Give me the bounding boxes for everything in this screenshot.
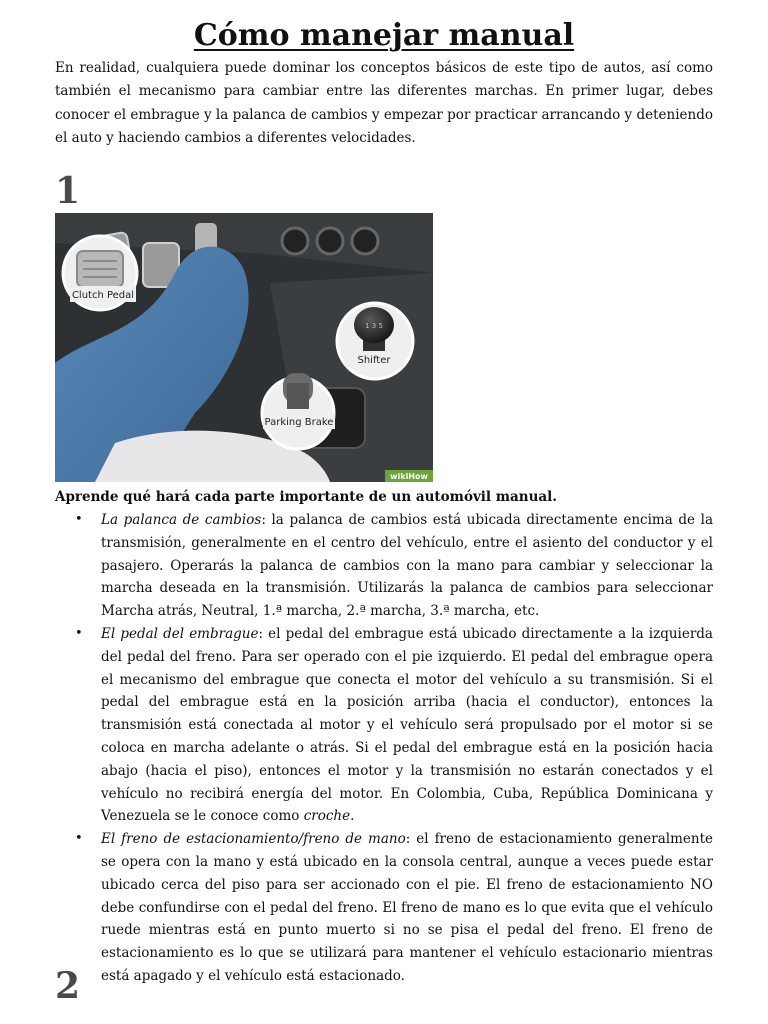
list-item bbox=[55, 828, 713, 988]
car-parts-list bbox=[55, 509, 713, 988]
page-title: Cómo manejar manual bbox=[193, 18, 575, 53]
bullet-icon: • bbox=[75, 512, 83, 527]
intro-paragraph: En realidad, cualquiera puede dominar los conceptos básicos de este tipo de autos, así como también el mecanismo para cambiar entre las diferentes marchas. En primer lugar, debes conocer el embrague y la palanca de cambios y empezar por practicar arrancando y deteniendo el auto y haciendo cambios a diferentes velocidades. bbox=[55, 60, 713, 146]
car-controls-illustration bbox=[55, 213, 433, 482]
part-description: : la palanca de cambios está ubicada directamente encima de la transmisión, generalmente en el centro del vehículo, entre el asiento del conductor y el pasajero. Operarás la palanca de cambios con la mano para cambiar y seleccionar la marcha deseada en la transmisión. Utilizarás la palanca de cambios para seleccionar Marcha atrás, Neutral, 1.ª marcha, 2.ª marcha, 3.ª marcha, etc. bbox=[101, 512, 713, 620]
clutch-pedal-callout bbox=[63, 236, 137, 310]
step-number-1: 1 bbox=[55, 170, 81, 212]
list-item bbox=[55, 623, 713, 828]
bullet-icon: • bbox=[75, 831, 83, 847]
part-term: El freno de estacionamiento/freno de mano bbox=[101, 831, 406, 848]
clutch-pedal-label: Clutch Pedal bbox=[71, 290, 135, 301]
wikihow-watermark: wikiHow bbox=[390, 472, 428, 481]
dashboard-vents bbox=[282, 228, 378, 254]
part-description: : el pedal del embrague está ubicado directamente a la izquierda del pedal del freno. Para ser operado con el pie izquierdo. El pedal del embrague opera el mecanismo del embrague que conecta el motor del vehículo a su transmisión. Si el pedal del embrague está en la posición arriba (hacia el conductor), entonces la transmisión está conectada al motor y el vehículo será propulsado por el motor si se coloca en marcha adelante o atrás. Si el pedal del embrague está en la posición hacia abajo (hacia el piso), entonces el motor y la transmisión no estarán conectados y el vehículo no recibirá energía del motor. En Colombia, Cuba, República Dominicana y Venezuela se le conoce como bbox=[101, 625, 713, 825]
parking-brake-label: Parking Brake bbox=[264, 417, 334, 428]
shifter-label: Shifter bbox=[357, 355, 391, 366]
shifter-callout bbox=[337, 303, 413, 379]
part-term-croche: croche bbox=[303, 808, 351, 825]
bullet-icon: • bbox=[75, 625, 83, 641]
svg-text:1 3 5: 1 3 5 bbox=[365, 322, 383, 330]
part-description-tail: . bbox=[350, 808, 355, 825]
part-term: La palanca de cambios bbox=[101, 512, 262, 528]
step-number-2: 2 bbox=[55, 965, 81, 1007]
part-description: : el freno de estacionamiento generalmente se opera con la mano y está ubicado en la consola central, aunque a veces puede estar ubicado cerca del piso para ser accionado con el pie. El freno de estacionamiento NO debe confundirse con el pedal del freno. El freno de mano es lo que evita que el vehículo ruede mientras está en punto muerto si no se pisa el pedal del freno. El freno de estacionamiento es lo que se utilizará para mantener el vehículo estacionario mientras está apagado y el vehículo está estacionado. bbox=[101, 831, 713, 984]
step-1-heading: Aprende qué hará cada parte importante de un automóvil manual. bbox=[55, 489, 557, 505]
list-item bbox=[55, 509, 713, 623]
part-term: El pedal del embrague bbox=[101, 625, 259, 642]
